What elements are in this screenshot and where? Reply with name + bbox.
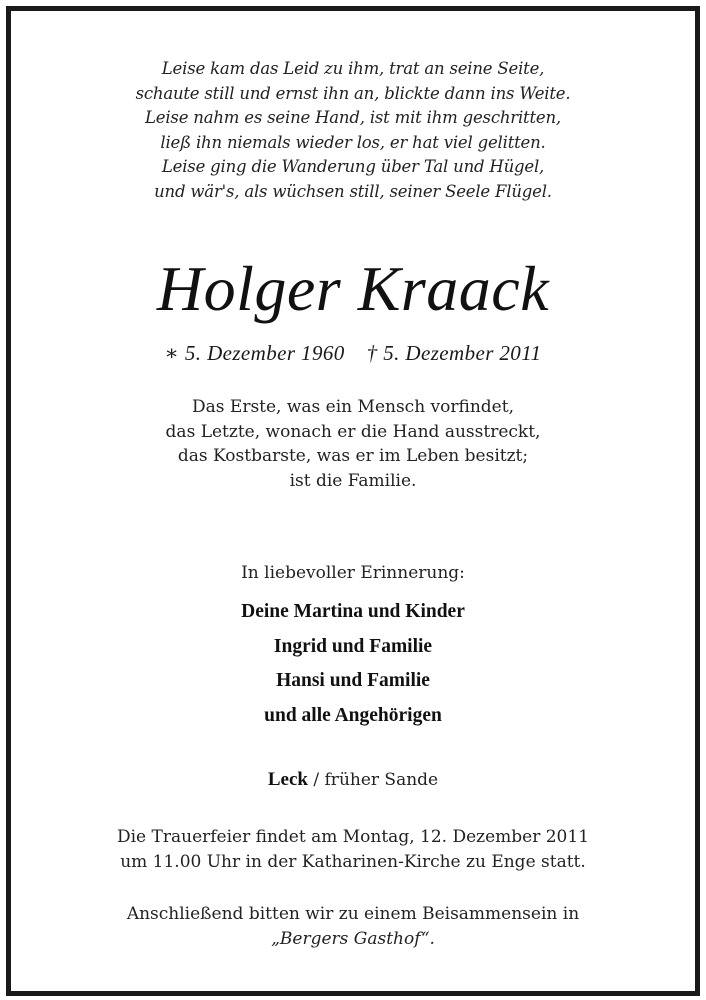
service-line: Die Trauerfeier findet am Montag, 12. Dezember 2011 xyxy=(116,827,590,847)
service-line: um 11.00 Uhr in der Katharinen-Kirche zu Enge statt. xyxy=(120,852,586,872)
poem-line: Leise ging die Wanderung über Tal und Hügel, xyxy=(161,157,545,176)
poem-line: Leise kam das Leid zu ihm, trat an seine Seite, xyxy=(161,59,545,78)
quote-line: Das Erste, was ein Mensch vorfindet, xyxy=(192,397,514,417)
family-quote xyxy=(11,395,695,493)
mourners-list xyxy=(11,595,695,733)
reception-venue: „Bergers Gasthof“. xyxy=(271,929,435,949)
reception-info xyxy=(11,902,695,952)
former-town: / früher Sande xyxy=(307,770,439,790)
memory-line: In liebevoller Erinnerung: xyxy=(241,563,465,583)
reception-line: Anschließend bitten wir zu einem Beisammensein in xyxy=(126,904,580,924)
place-line xyxy=(11,767,695,793)
poem-line: schaute still und ernst ihn an, blickte dann ins Weite. xyxy=(135,83,571,103)
mourner: Deine Martina und Kinder xyxy=(241,601,465,622)
birth-date: ∗ 5. Dezember 1960 xyxy=(164,341,345,365)
mourner: und alle Angehörigen xyxy=(264,704,442,726)
quote-line: ist die Familie. xyxy=(289,470,417,491)
poem-line: Leise nahm es seine Hand, ist mit ihm geschritten, xyxy=(145,108,561,127)
quote-line: das Kostbarste, was er im Leben besitzt; xyxy=(177,446,529,466)
town: Leck xyxy=(267,769,308,790)
life-dates xyxy=(11,339,695,367)
quote-line: das Letzte, wonach er die Hand ausstreckt, xyxy=(165,421,541,442)
deceased-name: Holger Kraack xyxy=(156,253,550,324)
funeral-service-info xyxy=(11,825,695,875)
death-date: † 5. Dezember 2011 xyxy=(366,341,542,365)
poem xyxy=(11,57,695,204)
poem-line: und wär's, als wüchsen still, seiner Seele Flügel. xyxy=(154,181,552,201)
mourner: Ingrid und Familie xyxy=(273,635,433,657)
mourner: Hansi und Familie xyxy=(276,670,430,691)
poem-line: ließ ihn niemals wieder los, er hat viel gelitten. xyxy=(160,132,546,152)
